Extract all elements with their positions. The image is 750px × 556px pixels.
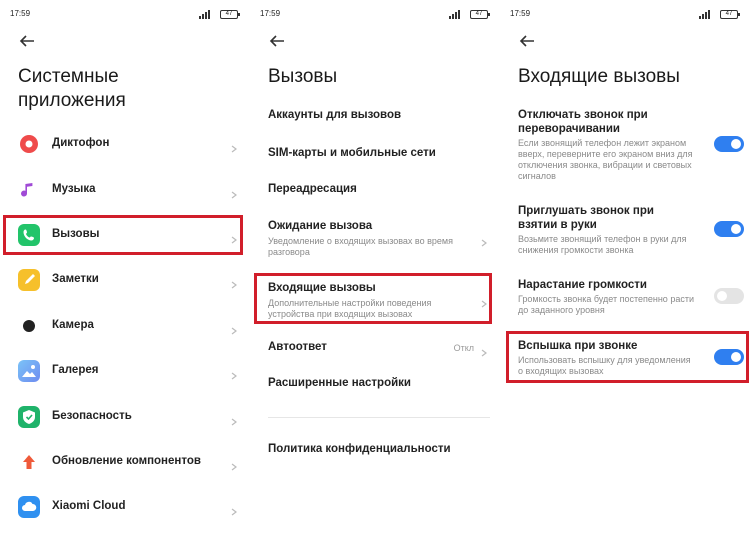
menu-item-incoming-calls[interactable]: [250, 279, 500, 323]
cloud-icon: [18, 496, 40, 518]
page-title: [18, 65, 126, 113]
page-title-line1: Системные: [18, 66, 119, 87]
pickup-to-quiet-toggle[interactable]: [714, 221, 744, 237]
chevron-right-icon: [230, 458, 238, 466]
item-label: Заметки: [52, 273, 99, 285]
music-icon: [18, 179, 40, 201]
item-label: Обновление компонентов: [52, 455, 201, 467]
signal-icon: [699, 10, 713, 19]
menu-item-auto-answer[interactable]: [250, 338, 500, 358]
item-label: Входящие вызовы: [268, 282, 376, 294]
setting-ascending-volume: [518, 278, 738, 318]
back-arrow-icon[interactable]: [518, 32, 536, 50]
setting-label: Нарастание громкости: [518, 279, 647, 291]
setting-description: Громкость звонка будет постепенно расти до заданного уровня: [518, 294, 694, 315]
item-description: Уведомление о входящих вызовах во время разговора: [268, 236, 453, 257]
setting-description: Использовать вспышку для уведомления о входящих вызовах: [518, 355, 691, 376]
item-label: Диктофон: [52, 137, 110, 149]
page-title: Входящие вызовы: [518, 66, 680, 87]
toggle-knob: [731, 352, 741, 362]
item-label: Галерея: [52, 364, 99, 376]
item-description: Дополнительные настройки поведения устройства при входящих вызовах: [268, 298, 432, 319]
battery-icon: 47: [470, 10, 488, 19]
sidebar-item-notes[interactable]: [0, 268, 250, 292]
setting-description: Если звонящий телефон лежит экраном вверх, переверните его экраном вниз для отключения звонка, вибрации и световых сигналов: [518, 138, 693, 181]
item-label: Вызовы: [52, 228, 100, 240]
calls-screen: [250, 0, 500, 556]
setting-pickup-to-quiet: [518, 204, 738, 259]
toggle-knob: [731, 139, 741, 149]
toggle-knob: [731, 224, 741, 234]
chevron-right-icon: [480, 234, 488, 242]
item-label: Xiaomi Cloud: [52, 500, 126, 512]
back-arrow-icon[interactable]: [268, 32, 286, 50]
phone-icon: [18, 224, 40, 246]
sidebar-item-music[interactable]: [0, 178, 250, 202]
chevron-right-icon: [230, 186, 238, 194]
setting-label: Приглушать звонок при взятии в руки: [518, 205, 654, 231]
menu-item-privacy-policy[interactable]: [250, 440, 500, 460]
setting-flash-on-call: [518, 339, 738, 379]
item-label: Ожидание вызова: [268, 220, 373, 232]
page-title-line2: приложения: [18, 90, 126, 111]
menu-item-advanced-settings[interactable]: [250, 374, 500, 394]
camera-icon: [18, 315, 40, 337]
sidebar-item-security[interactable]: [0, 405, 250, 429]
sidebar-item-calls[interactable]: [0, 223, 250, 247]
sidebar-item-xiaomi-cloud[interactable]: [0, 495, 250, 519]
flash-on-call-toggle[interactable]: [714, 349, 744, 365]
sidebar-item-component-update[interactable]: [0, 450, 250, 474]
battery-icon: 47: [220, 10, 238, 19]
shield-icon: [18, 406, 40, 428]
item-label: Камера: [52, 319, 94, 331]
item-label: Аккаунты для вызовов: [268, 109, 402, 121]
item-label: Музыка: [52, 183, 96, 195]
toggle-knob: [717, 291, 727, 301]
chevron-right-icon: [230, 503, 238, 511]
item-value: Откл: [453, 343, 474, 353]
notes-icon: [18, 269, 40, 291]
item-label: Безопасность: [52, 410, 132, 422]
chevron-right-icon: [230, 231, 238, 239]
chevron-right-icon: [230, 322, 238, 330]
item-label: Политика конфиденциальности: [268, 443, 451, 455]
system-apps-screen: [0, 0, 250, 556]
status-time: 17:59: [510, 9, 531, 18]
item-label: Автоответ: [268, 341, 327, 353]
signal-icon: [199, 10, 213, 19]
chevron-right-icon: [480, 344, 488, 352]
item-label: Расширенные настройки: [268, 377, 412, 389]
chevron-right-icon: [230, 367, 238, 375]
chevron-right-icon: [230, 140, 238, 148]
gallery-icon: [18, 360, 40, 382]
flip-to-silence-toggle[interactable]: [714, 136, 744, 152]
ascending-volume-toggle[interactable]: [714, 288, 744, 304]
item-label: Переадресация: [268, 183, 357, 195]
divider: [268, 417, 490, 418]
status-bar: [10, 9, 238, 21]
chevron-right-icon: [230, 276, 238, 284]
status-time: 17:59: [260, 9, 281, 18]
setting-description: Возьмите звонящий телефон в руки для снижения громкости звонка: [518, 234, 687, 255]
battery-icon: 47: [720, 10, 738, 19]
sidebar-item-recorder[interactable]: [0, 132, 250, 156]
incoming-calls-screen: [500, 0, 750, 556]
back-arrow-icon[interactable]: [18, 32, 36, 50]
sidebar-item-camera[interactable]: [0, 314, 250, 338]
menu-item-call-waiting[interactable]: [250, 217, 500, 261]
menu-item-call-accounts[interactable]: [250, 106, 500, 126]
status-time: 17:59: [10, 9, 31, 18]
menu-item-call-forwarding[interactable]: [250, 180, 500, 200]
setting-label: Отключать звонок при переворачивании: [518, 109, 648, 135]
sidebar-item-gallery[interactable]: [0, 359, 250, 383]
status-bar: [260, 9, 488, 21]
chevron-right-icon: [480, 295, 488, 303]
page-title: Вызовы: [268, 66, 338, 87]
setting-label: Вспышка при звонке: [518, 340, 638, 352]
item-label: SIM-карты и мобильные сети: [268, 147, 436, 159]
update-arrow-icon: [18, 451, 40, 473]
menu-item-sim-cards[interactable]: [250, 144, 500, 164]
chevron-right-icon: [230, 413, 238, 421]
recorder-icon: [18, 133, 40, 155]
signal-icon: [449, 10, 463, 19]
status-bar: [510, 9, 738, 21]
setting-flip-to-silence: [518, 108, 738, 183]
